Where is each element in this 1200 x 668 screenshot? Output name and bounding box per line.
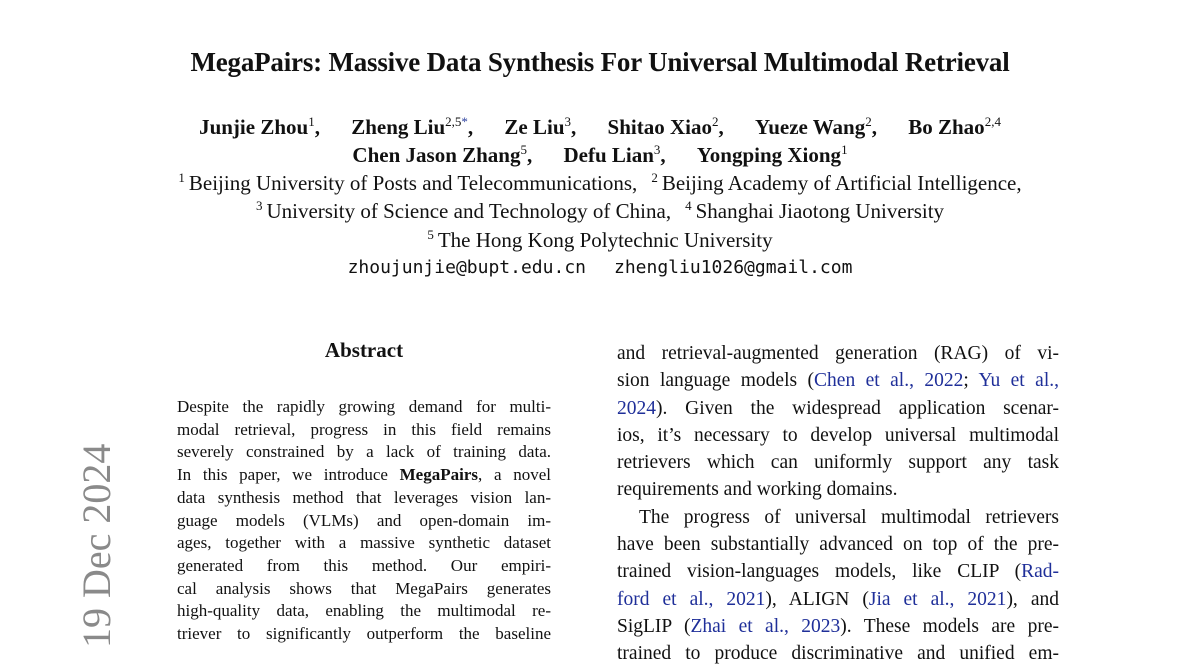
- body-line: sion language models (Chen et al., 2022; Yu et al.,: [617, 370, 1059, 392]
- affiliation-line: $^1$ Beijing University of Posts and Telecommunications, $^2$ Beijing Academy of Artificial Intelligence,: [178, 170, 1022, 195]
- author: Ze Liu$^3$,: [504, 114, 577, 139]
- abstract-body: [177, 396, 551, 646]
- body-line: trained vision-languages models, like CLIP (Rad-: [617, 561, 1059, 583]
- author-list-row-1: [0, 115, 1200, 140]
- citation-link[interactable]: Rad-: [1021, 561, 1059, 583]
- affiliation-line: $^3$ University of Science and Technology of China, $^4$ Shanghai Jiaotong University: [255, 198, 945, 223]
- body-line: ios, it’s necessary to develop universal multimodal: [617, 424, 1059, 446]
- affiliation: Beijing University of Posts and Telecommunications,: [188, 171, 638, 195]
- abstract-line: modal retrieval, progress in this field remains: [177, 419, 551, 439]
- abstract-line: In this paper, we introduce MegaPairs, a novel: [177, 465, 551, 485]
- body-line: and retrieval-augmented generation (RAG) of vi-: [617, 343, 1059, 364]
- author: Defu Lian$^3$,: [563, 142, 666, 167]
- abstract-line: triever to significantly outperform the baseline: [177, 624, 551, 644]
- author: Shitao Xiao$^2$,: [607, 114, 724, 139]
- paper-title: MegaPairs: Massive Data Synthesis For Universal Multimodal Retrieval: [190, 47, 1010, 77]
- arxiv-stamp: [28, 380, 119, 648]
- body-line: requirements and working domains.: [617, 479, 898, 501]
- abstract-line: cal analysis shows that MegaPairs generates: [177, 578, 551, 598]
- affiliation: University of Science and Technology of China,: [266, 199, 672, 223]
- introduction-text: [617, 340, 1059, 668]
- abstract-line: guage models (VLMs) and open-domain im-: [177, 510, 551, 530]
- citation-link[interactable]: Yu et al.,: [978, 370, 1059, 392]
- citation-link[interactable]: Jia et al., 2021: [868, 588, 1007, 610]
- body-line: SigLIP (Zhai et al., 2023). These models are pre-: [617, 615, 1059, 637]
- corresponding-author-mark[interactable]: *: [461, 114, 468, 129]
- abstract-line: Despite the rapidly growing demand for multi-: [177, 397, 551, 416]
- abstract-line: ages, together with a massive synthetic dataset: [177, 533, 551, 553]
- affiliation: Beijing Academy of Artificial Intelligence,: [661, 171, 1022, 195]
- abstract-line: generated from this method. Our empiri-: [177, 555, 551, 575]
- author-list-row-2: [0, 143, 1200, 168]
- author: Chen Jason Zhang$^5$,: [352, 142, 533, 167]
- citation-link[interactable]: ford et al., 2021: [617, 588, 766, 610]
- citation-link[interactable]: 2024: [617, 397, 656, 419]
- citation-link[interactable]: Zhai et al., 2023: [690, 615, 841, 637]
- affiliation: The Hong Kong Polytechnic University: [437, 228, 773, 252]
- affiliation-line: $^5$ The Hong Kong Polytechnic University: [427, 227, 773, 252]
- email[interactable]: zhengliu1026@gmail.com: [614, 257, 853, 278]
- email[interactable]: zhoujunjie@bupt.edu.cn: [347, 257, 586, 278]
- abstract-line: severely constrained by a lack of training data.: [177, 442, 551, 462]
- method-name: MegaPairs: [399, 465, 478, 485]
- body-line: ford et al., 2021), ALIGN (Jia et al., 2021), and: [617, 588, 1059, 610]
- author: Bo Zhao$^{2,4}$: [908, 114, 1001, 139]
- abstract-line: data synthesis method that leverages vision lan-: [177, 487, 551, 507]
- body-line: 2024). Given the widespread application scenar-: [617, 397, 1059, 419]
- author-emails: [0, 257, 1200, 278]
- author: Yueze Wang$^2$,: [754, 114, 877, 139]
- author: Yongping Xiong$^1$: [696, 142, 848, 167]
- body-line: have been substantially advanced on top of the pre-: [617, 534, 1059, 556]
- body-line: retrievers which can uniformly support any task: [617, 452, 1059, 474]
- abstract-heading: Abstract: [324, 338, 404, 362]
- author: Zheng Liu$^{2,5*}$,: [351, 114, 474, 139]
- body-line: The progress of universal multimodal retrievers: [639, 506, 1059, 528]
- arxiv-date: 19 Dec 2024: [74, 443, 119, 648]
- abstract-line: high-quality data, enabling the multimodal re-: [177, 601, 551, 621]
- author: Junjie Zhou$^1$,: [199, 114, 320, 139]
- body-line: trained to produce discriminative and unified em-: [617, 643, 1059, 665]
- citation-link[interactable]: Chen et al., 2022: [814, 370, 964, 392]
- affiliation: Shanghai Jiaotong University: [695, 199, 945, 223]
